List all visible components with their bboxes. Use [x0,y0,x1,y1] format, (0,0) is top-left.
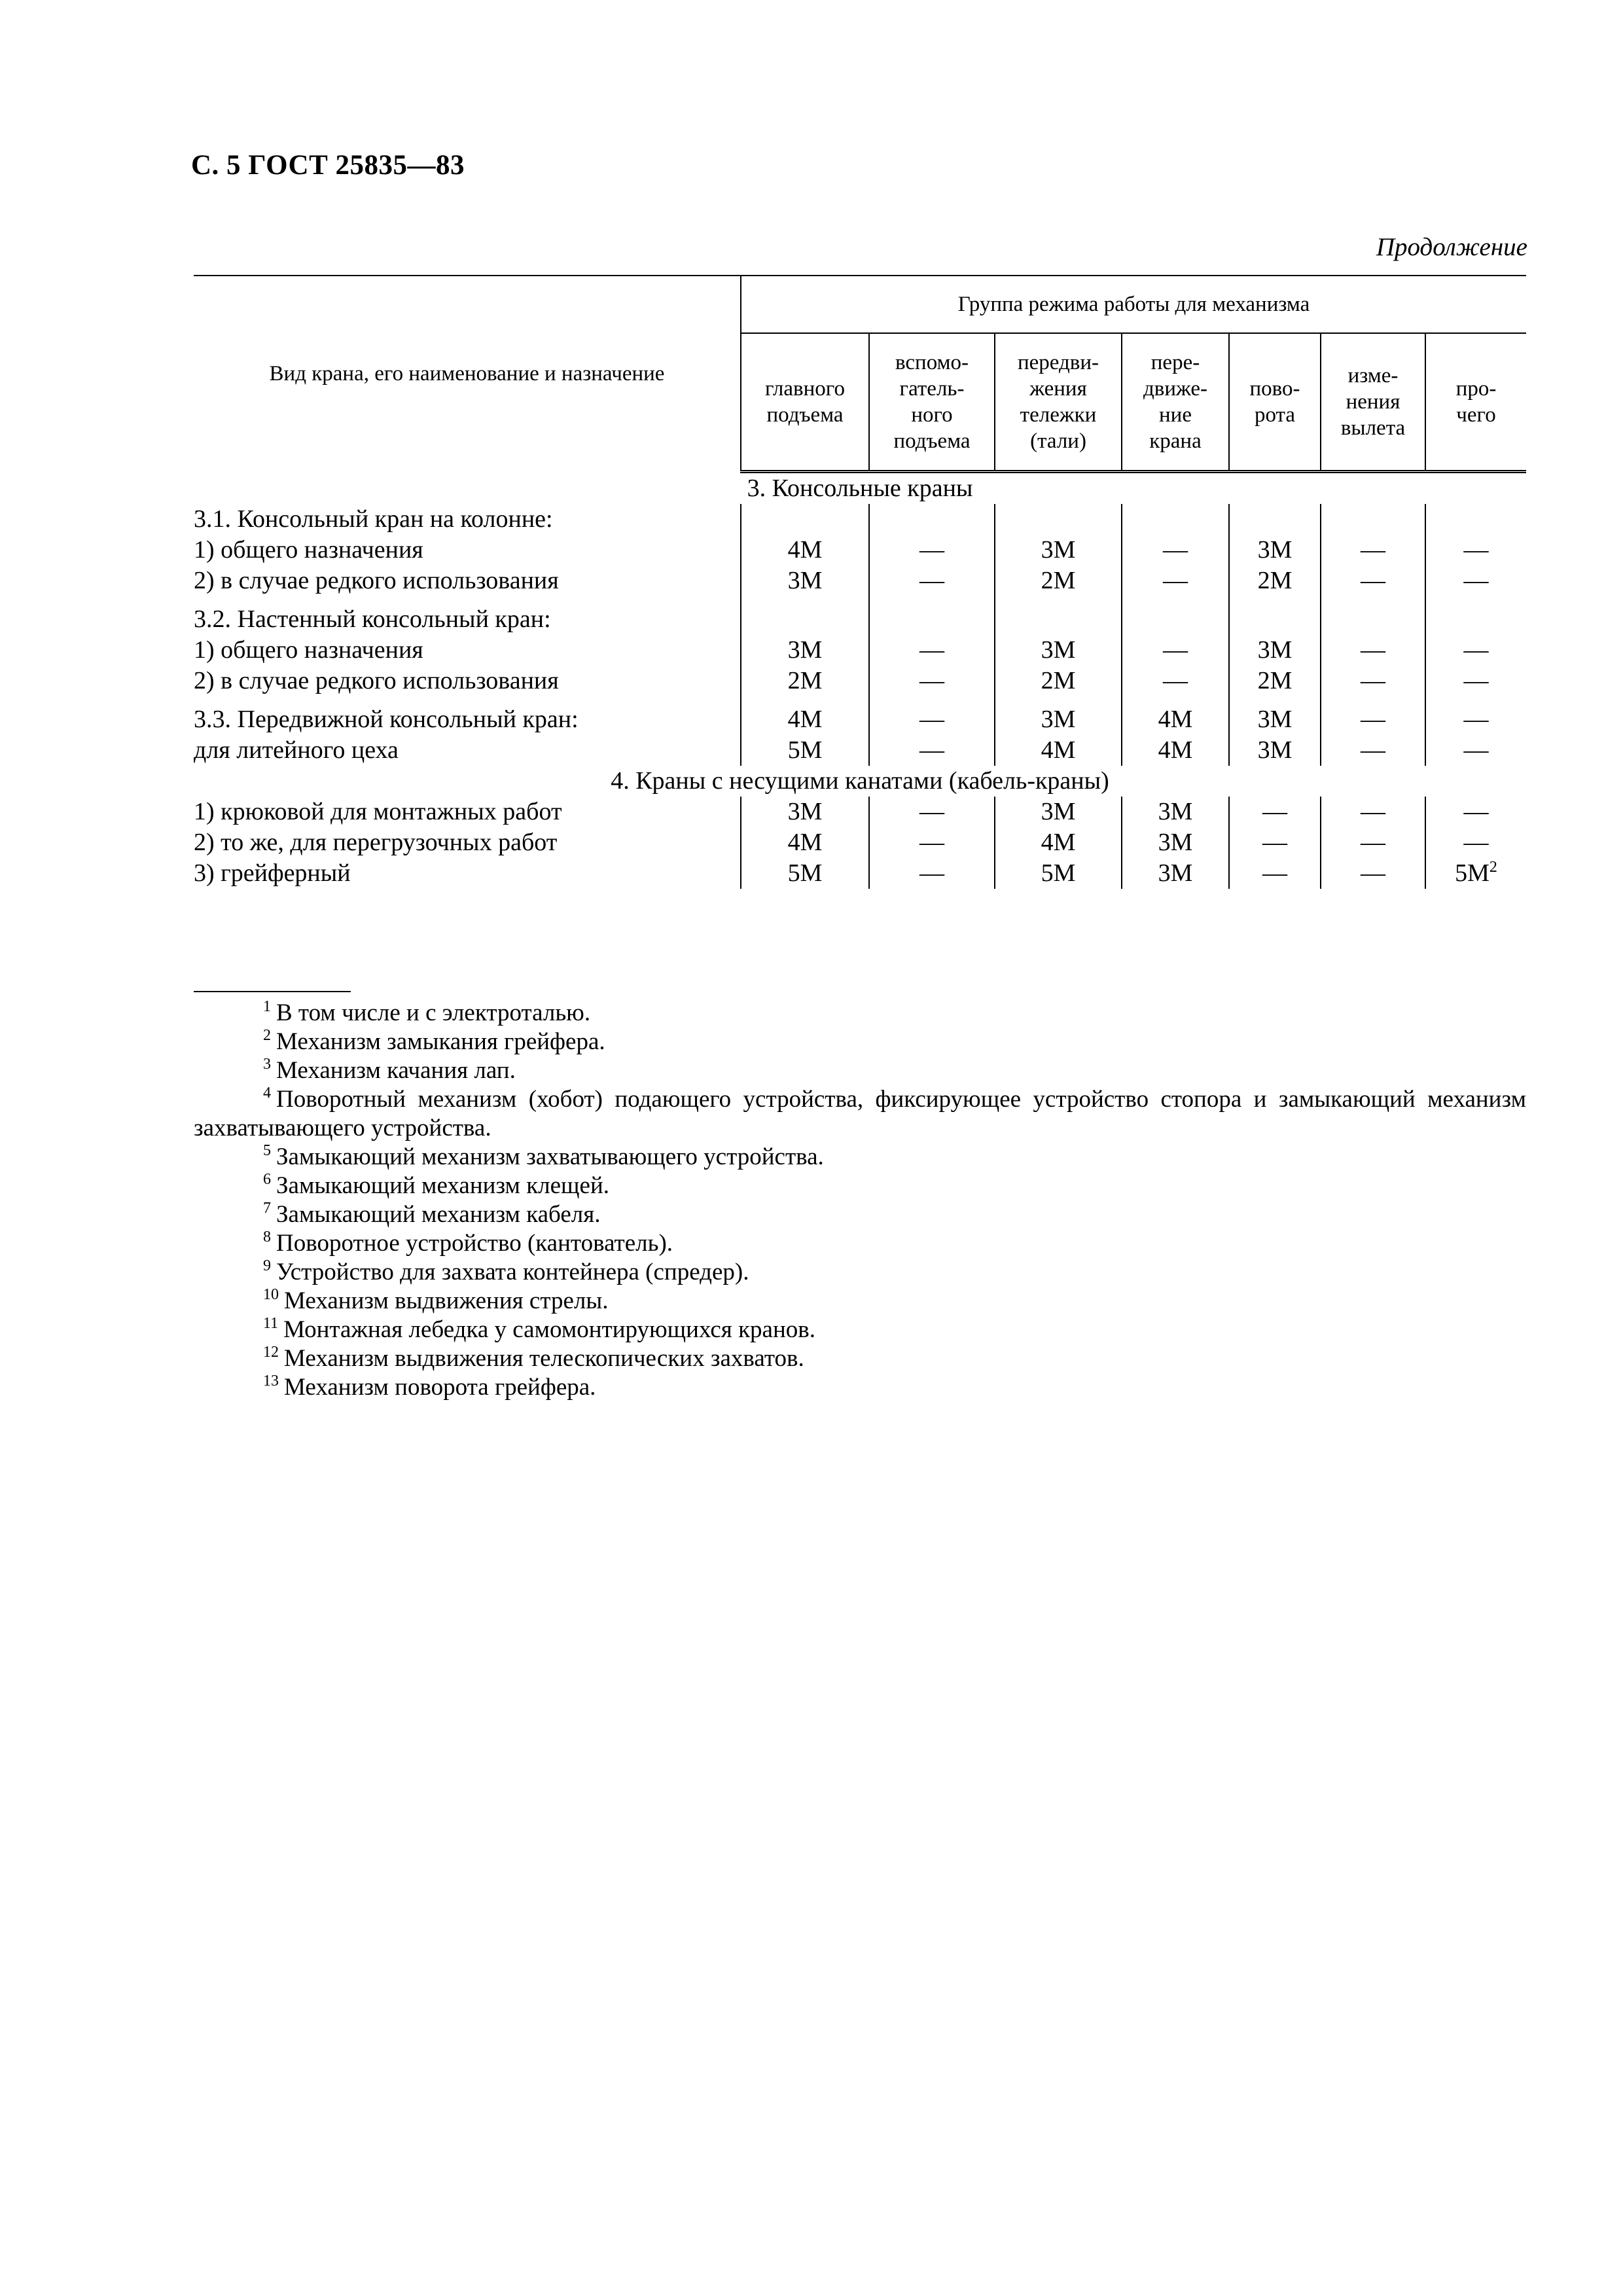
footnote-text: В том числе и с электроталью. [276,999,591,1026]
footnote-text: Механизм замыкания грейфера. [276,1028,605,1055]
footnote-item [194,1028,1526,1056]
value-cell: — [869,827,995,858]
value-cell: — [1321,565,1425,596]
footnote-number: 5 [263,1142,271,1159]
footnote-number: 12 [263,1344,279,1361]
column-header-line: пере- [1150,350,1200,374]
value-cell: — [1321,797,1425,827]
value-cell: 5М [741,735,869,766]
value-cell [1229,604,1321,635]
footnote-item [194,1200,1526,1229]
table-row [194,504,1526,535]
column-header-line: крана [1149,429,1202,454]
value-cell [1229,504,1321,535]
continuation-label: Продолжение [1376,233,1527,261]
footnotes [194,999,1526,1402]
footnote-number: 8 [263,1229,271,1246]
value-cell: — [1425,535,1526,565]
footnote-text: Механизм качания лап. [276,1057,516,1084]
row-name: 2) в случае редкого использования [194,667,559,694]
footnote-text: Устройство для захвата контейнера (спредер). [276,1259,749,1285]
table-row [194,666,1526,696]
value-cell: — [869,635,995,666]
footnote-item [194,1056,1526,1085]
value-cell: — [1321,827,1425,858]
row-name: 2) то же, для перегрузочных работ [194,829,558,856]
table-row [194,858,1526,889]
value-cell: 3М [741,797,869,827]
value-cell [1321,604,1425,635]
table-row [194,635,1526,666]
value-cell: — [1122,666,1229,696]
value-cell: 4М [995,827,1122,858]
footnote-item [194,1172,1526,1200]
table-row [194,735,1526,766]
value-cell: — [1122,535,1229,565]
footnote-text: Замыкающий механизм клещей. [276,1172,610,1199]
value-cell: 2М [1229,565,1321,596]
footnote-item [194,1229,1526,1258]
footnote-number: 13 [263,1372,279,1390]
value-cell: — [1321,635,1425,666]
value-cell: 5М [995,858,1122,889]
section-title: 3. Консольные краны [747,475,973,502]
footnote-number: 2 [263,1027,271,1044]
footnote-ref: 2 [1489,859,1497,876]
value-cell [869,504,995,535]
column-header-line: подъема [766,403,844,427]
footnote-number: 1 [263,998,271,1015]
value-cell: 4М [741,704,869,735]
footnote-text: Механизм выдвижения стрелы. [284,1287,609,1314]
value-cell: 4М [741,827,869,858]
value-cell: 2М [1229,666,1321,696]
value-cell: 4М [1122,704,1229,735]
footnote-text: Механизм выдвижения телескопических захватов. [284,1345,804,1372]
footnote-item [194,999,1526,1028]
footnote-item [194,1287,1526,1316]
value-cell [1425,504,1526,535]
column-header-line: подъема [893,429,971,454]
table-body [194,472,1526,889]
crane-mode-table-wrapper [194,275,1526,889]
value-cell: — [1229,797,1321,827]
footnote-number: 3 [263,1056,271,1073]
column-header-line: гатель- [899,376,965,401]
value-cell: 3М [1229,735,1321,766]
footnote-item [194,1085,1526,1143]
value-cell: $5М^2$ [1425,858,1526,889]
footnote-divider [194,991,351,992]
row-name: для литейного цеха [194,736,399,764]
value-cell: — [869,735,995,766]
page-header: С. 5 ГОСТ 25835—83 [191,150,465,181]
footnote-item [194,1373,1526,1402]
value-cell: 2М [741,666,869,696]
column-header-line: жения [1029,376,1087,401]
value-cell: — [869,565,995,596]
column-header-line: рота [1254,403,1296,427]
value-cell: — [869,535,995,565]
table-row [194,565,1526,596]
value-cell [741,604,869,635]
value-cell: — [1425,735,1526,766]
value-cell: 3М [1122,858,1229,889]
value-cell: 3М [995,535,1122,565]
footnote-number: 9 [263,1257,271,1274]
footnote-item [194,1316,1526,1344]
value-cell: — [1321,735,1425,766]
footnote-text: Замыкающий механизм кабеля. [276,1201,601,1228]
column-header-7 [1425,333,1526,472]
value-cell: — [1229,827,1321,858]
value-cell: 2М [995,666,1122,696]
column-header-3 [995,333,1122,472]
column-header-6 [1321,333,1425,472]
row-name: 3.2. Настенный консольный кран: [194,605,551,633]
row-name: 1) крюковой для монтажных работ [194,798,562,825]
table-row [194,827,1526,858]
value-cell [741,504,869,535]
column-header-2 [869,333,995,472]
value-cell: 2М [995,565,1122,596]
value-cell: 3М [741,635,869,666]
value-cell [1122,604,1229,635]
footnote-item [194,1143,1526,1172]
description-column-header: Вид крана, его наименование и назначение [269,362,665,386]
value-cell [1122,504,1229,535]
table-row [194,704,1526,735]
footnote-text: Поворотное устройство (кантователь). [276,1230,673,1257]
value-cell: — [1122,565,1229,596]
value-cell: — [1321,858,1425,889]
value-cell [1425,604,1526,635]
value-cell [869,604,995,635]
value-cell: — [1425,827,1526,858]
value-cell: 3М [1122,797,1229,827]
value-cell: 3М [1229,635,1321,666]
table-row [194,797,1526,827]
column-header-1 [741,333,869,472]
footnote-number: 11 [263,1315,279,1332]
value-cell: 4М [1122,735,1229,766]
column-header-line: чего [1456,403,1496,427]
value-cell: — [869,704,995,735]
column-header-5 [1229,333,1321,472]
value-cell: — [1321,535,1425,565]
value-cell: — [1321,666,1425,696]
footnote-item [194,1344,1526,1373]
row-name: 3.1. Консольный кран на колонне: [194,505,553,533]
value-cell [1321,504,1425,535]
value-cell: 4М [995,735,1122,766]
footnote-number: 7 [263,1200,271,1217]
column-header-line: передви- [1017,350,1099,374]
column-header-line: ного [911,403,953,427]
row-name: 1) общего назначения [194,636,423,664]
column-header-line: ние [1159,403,1192,427]
value-cell: — [1122,635,1229,666]
column-header-line: (тали) [1030,429,1086,454]
value-cell: — [869,666,995,696]
crane-mode-table [194,275,1526,889]
column-header-4 [1122,333,1229,472]
value-cell: — [1425,635,1526,666]
row-name: 3.3. Передвижной консольный кран: [194,706,579,733]
column-header-line: движе- [1143,376,1208,401]
column-header-line: про- [1455,376,1497,401]
value-cell: — [1425,565,1526,596]
column-header-line: нения [1346,389,1400,414]
value-cell: — [1425,666,1526,696]
value-cell: 3М [1229,704,1321,735]
column-header-line: главного [765,376,845,401]
value-cell [995,504,1122,535]
value-cell: 3М [995,635,1122,666]
value-cell: 4М [741,535,869,565]
column-header-line: тележки [1020,403,1097,427]
table-row [194,604,1526,635]
table-header [194,276,1526,472]
value-cell: — [1229,858,1321,889]
footnote-text: Монтажная лебедка у самомонтирующихся кранов. [283,1316,815,1343]
section-title: 4. Краны с несущими канатами (кабель-краны) [611,767,1109,795]
column-header-line: изме- [1347,363,1399,387]
footnote-text: Поворотный механизм (хобот) подающего устройства, фиксирующее устройство стопора и замыкающий механизм захватывающего устройства. [194,1086,1526,1141]
footnote-text: Замыкающий механизм захватывающего устройства. [276,1143,824,1170]
value-cell: — [1425,704,1526,735]
value-cell: 5М [741,858,869,889]
value-cell: 3М [995,704,1122,735]
footnote-text: Механизм поворота грейфера. [284,1374,596,1401]
footnote-number: 4 [263,1085,271,1102]
row-name: 1) общего назначения [194,536,423,564]
footnote-number: 10 [263,1286,279,1303]
column-header-line: вылета [1340,416,1406,440]
value-cell [995,604,1122,635]
column-header-line: пово- [1249,376,1300,401]
value-cell: 3М [1122,827,1229,858]
table-row [194,535,1526,565]
footnote-item [194,1258,1526,1287]
value-cell: — [869,797,995,827]
value-cell: 3М [995,797,1122,827]
row-name: 3) грейферный [194,859,351,887]
value-cell: — [1321,704,1425,735]
row-name: 2) в случае редкого использования [194,567,559,594]
footnote-number: 6 [263,1171,271,1188]
value-cell: — [869,858,995,889]
value-cell: — [1425,797,1526,827]
column-header-line: вспомо- [895,350,969,374]
group-header: Группа режима работы для механизма [741,276,1526,333]
value-cell: 3М [1229,535,1321,565]
value-cell: 3М [741,565,869,596]
